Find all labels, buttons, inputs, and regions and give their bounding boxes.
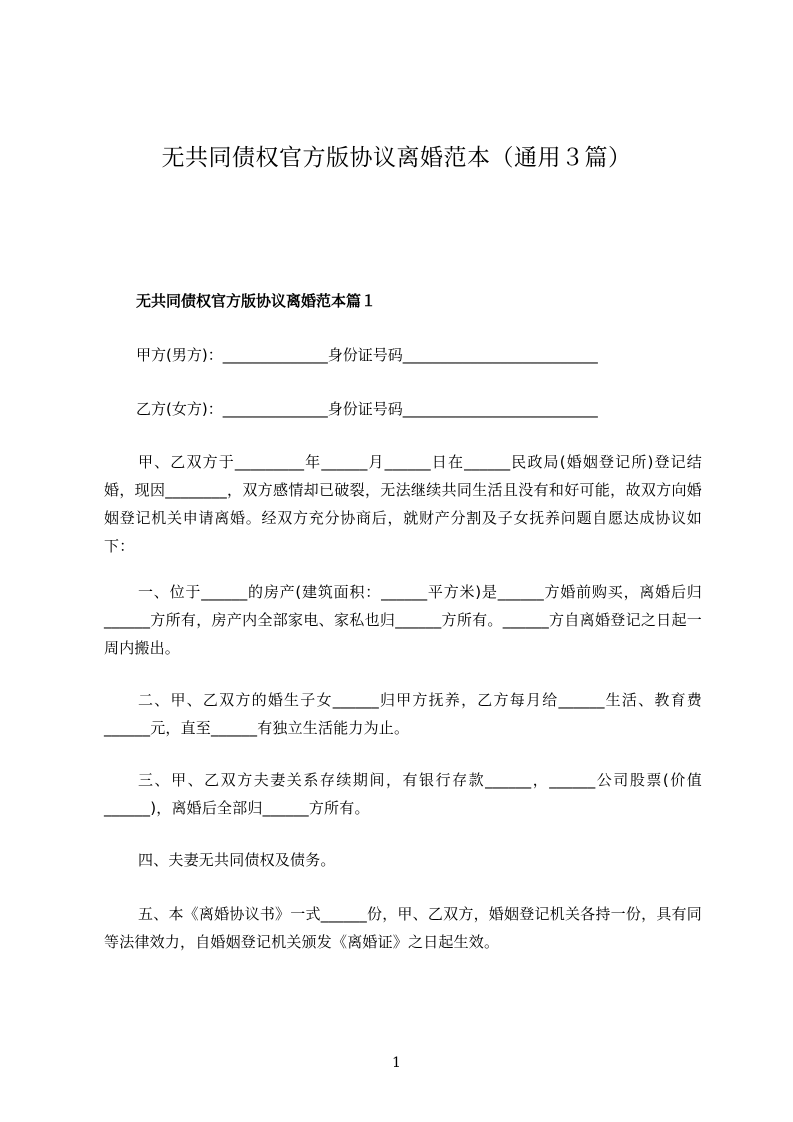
- paragraph-clause-4: 四、夫妻无共同债权及债务。: [138, 851, 336, 869]
- party-a-line: 甲方(男方)：______________身份证号码__________________________: [136, 346, 598, 364]
- paragraph-intro: 甲、乙双方于_________年______月______日在______民政局(婚姻登记所)登记结婚，现因________，双方感情却已破裂，无法继续共同生活且没有和好可能，故双方向婚姻登记机关申请离婚。经双方充分协商后，就财产分割及子女抚养问题自愿达成协议如下：: [104, 453, 702, 555]
- paragraph-clause-2: 二、甲、乙双方的婚生子女______归甲方抚养，乙方每月给______生活、教育费______元，直至______有独立生活能力为止。: [104, 691, 702, 737]
- section-title: 无共同债权官方版协议离婚范本篇１: [136, 292, 377, 310]
- page-number: 1: [392, 1055, 401, 1071]
- paragraph-clause-1: 一、位于______的房产(建筑面积：______平方米)是______方婚前购买，离婚后归______方所有，房产内全部家电、家私也归______方所有。______方自离婚登记之日起一周内搬出。: [104, 583, 702, 657]
- party-b-line: 乙方(女方)：______________身份证号码__________________________: [136, 400, 598, 418]
- paragraph-clause-5: 五、本《离婚协议书》一式______份，甲、乙双方，婚姻登记机关各持一份，具有同等法律效力，自婚姻登记机关颁发《离婚证》之日起生效。: [104, 905, 702, 951]
- paragraph-clause-3: 三、甲、乙双方夫妻关系存续期间，有银行存款______，______公司股票(价值______)，离婚后全部归______方所有。: [104, 771, 702, 817]
- document-title: 无共同债权官方版协议离婚范本（通用３篇）: [161, 145, 632, 171]
